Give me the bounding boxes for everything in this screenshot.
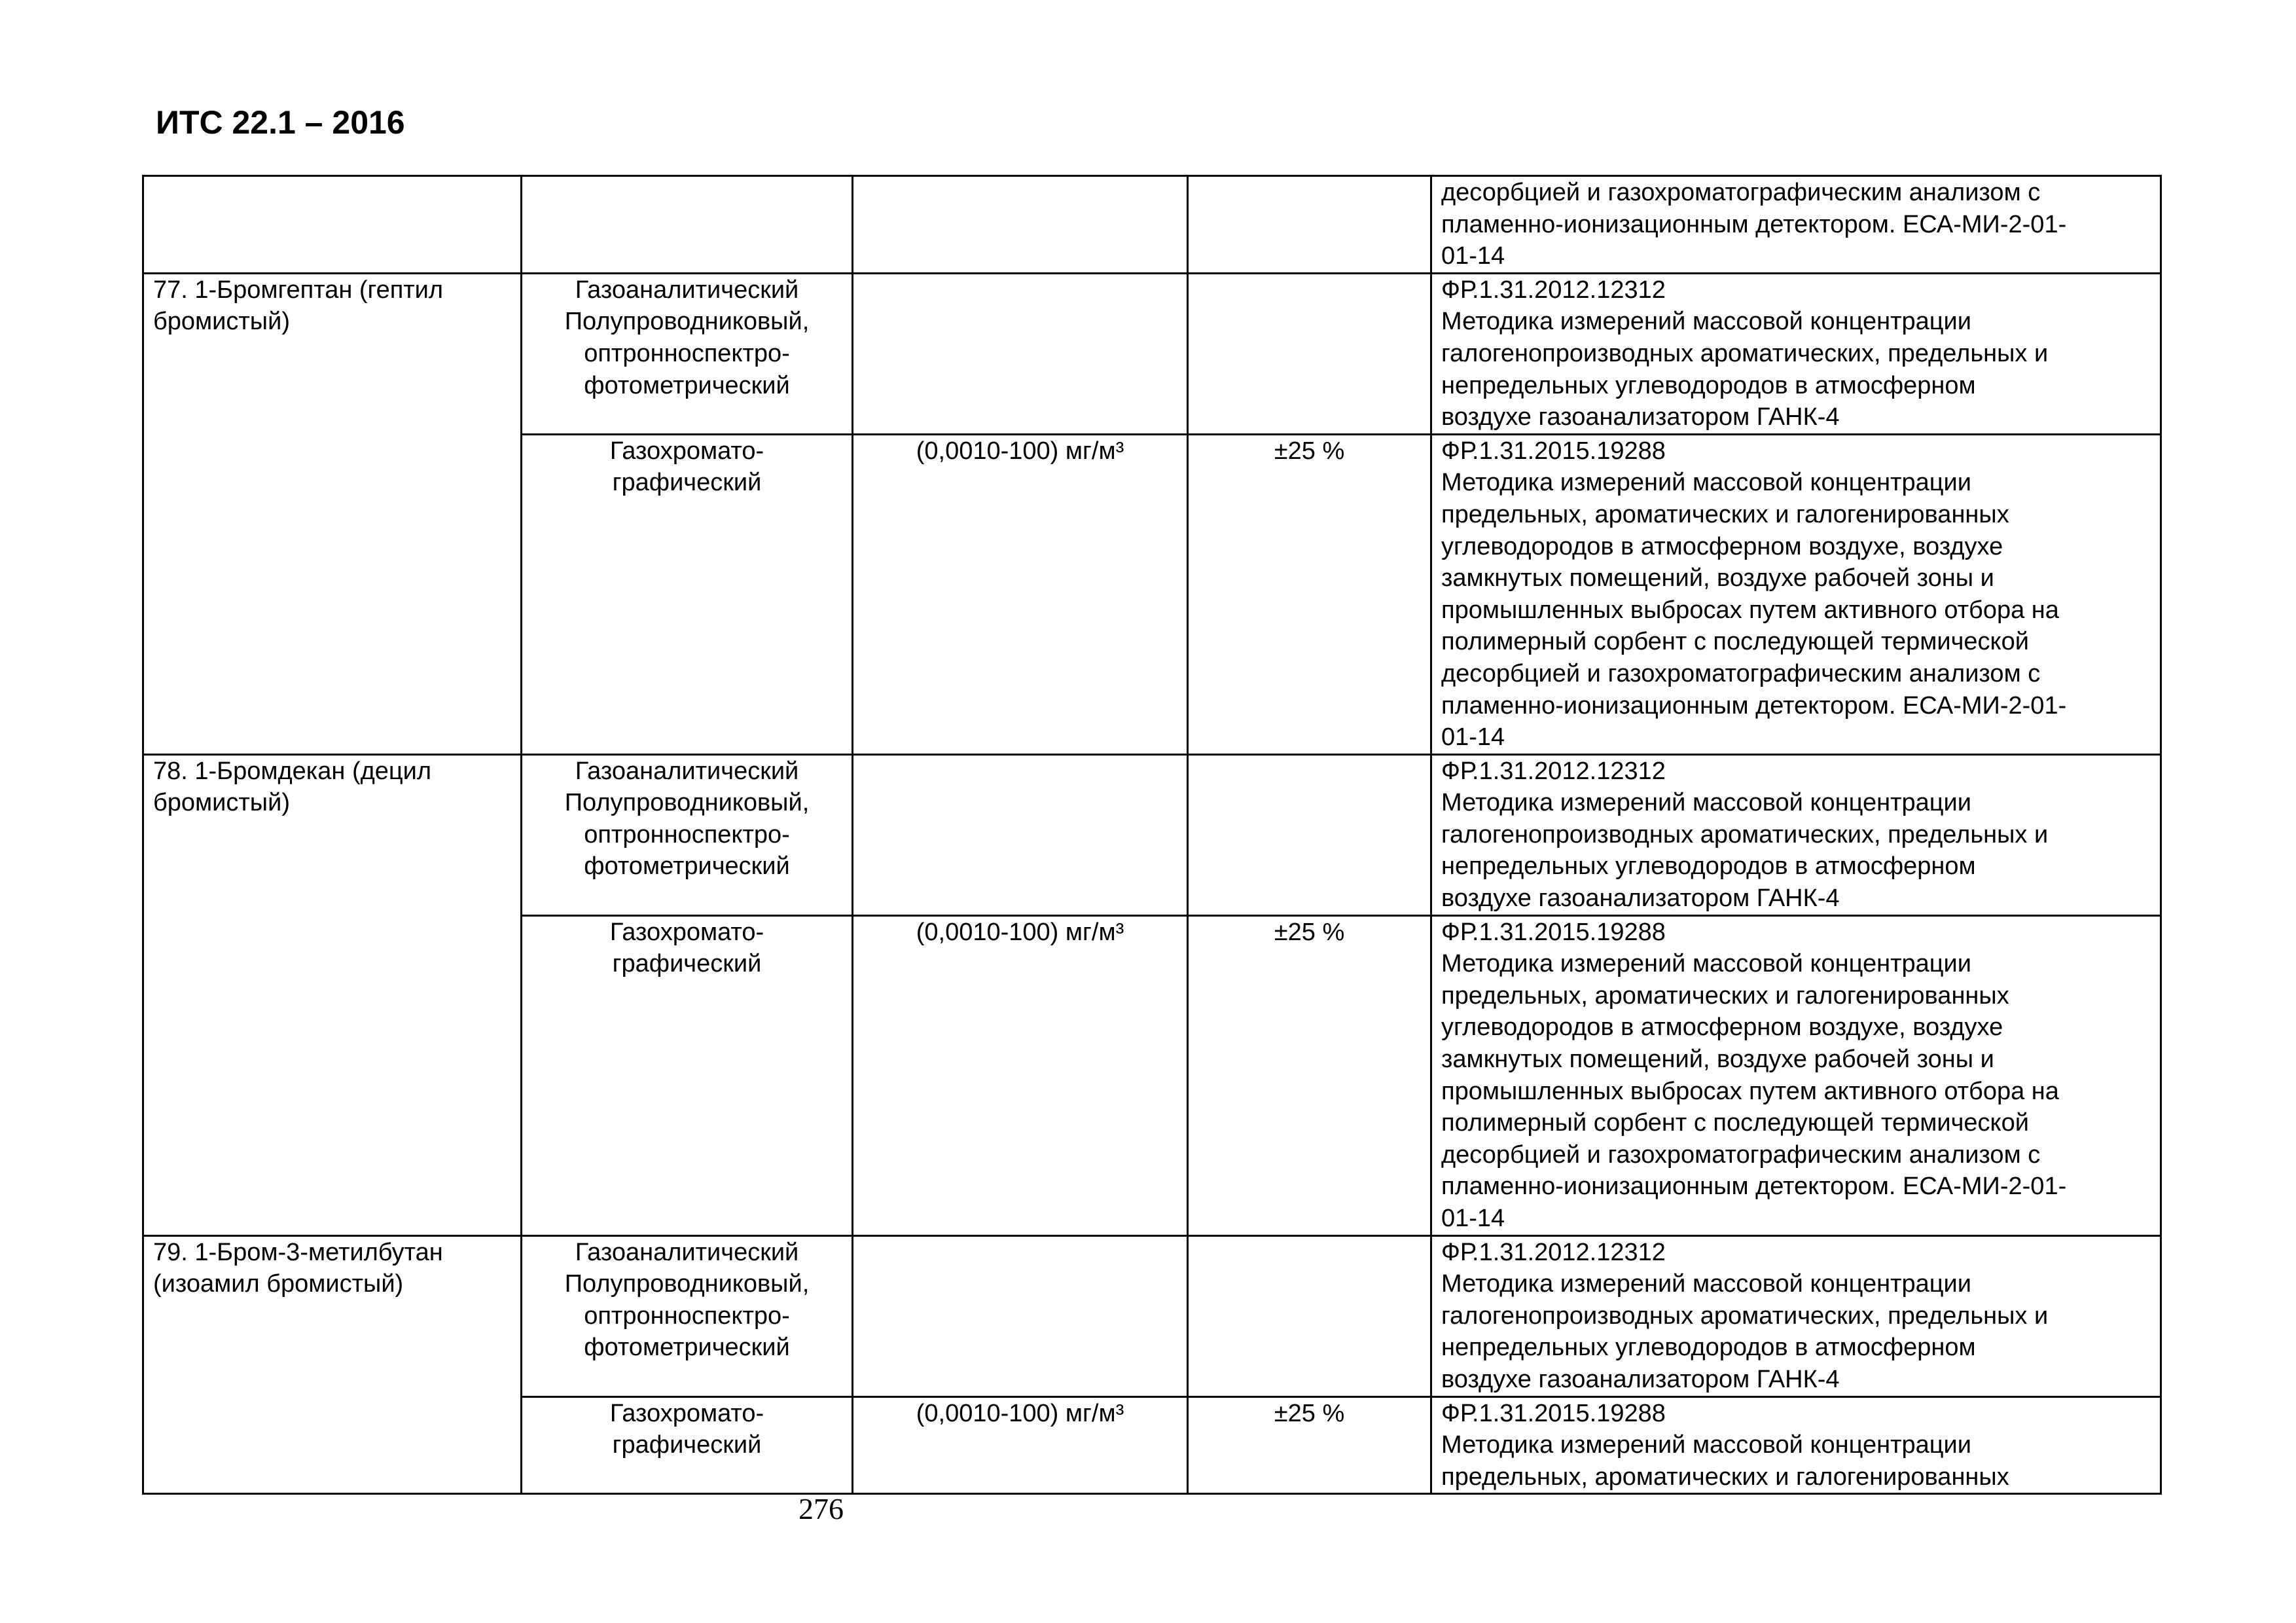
method-line: графический: [612, 469, 762, 497]
document-line: ФР.1.31.2015.19288: [1441, 1399, 1666, 1427]
document-line: галогенопроизводных ароматических, предельных и: [1441, 820, 2049, 848]
range-cell: [853, 1396, 1188, 1494]
range-cell: [853, 176, 1188, 274]
document-line: воздухе газоанализатором ГАНК-4: [1441, 1365, 1840, 1393]
method-line: Полупроводниковый,: [564, 1270, 810, 1298]
document-line: непредельных углеводородов в атмосферном: [1441, 1334, 1976, 1362]
substance-cell: [143, 176, 522, 274]
error-cell: [1188, 273, 1431, 434]
error-value: ±25 %: [1274, 918, 1345, 946]
substance-cell-78: [143, 754, 522, 1235]
substance-line: (изоамил бромистый): [153, 1270, 404, 1298]
method-line: Газохромато-: [609, 1399, 764, 1427]
error-cell: [1188, 176, 1431, 274]
range-value: (0,0010-100) мг/м³: [916, 918, 1124, 946]
document-line: пламенно-ионизационным детектором. ЕСА-МИ-2-01-: [1441, 691, 2067, 720]
document-line: Методика измерений массовой концентрации: [1441, 789, 1971, 817]
document-line: ФР.1.31.2015.19288: [1441, 437, 1666, 465]
method-line: фотометрический: [584, 1334, 790, 1362]
range-cell: [853, 434, 1188, 754]
table-row-78-gas-analytic: [143, 754, 2161, 915]
method-line: оптронноспектро-: [584, 339, 790, 367]
substance-cell-79: [143, 1235, 522, 1494]
document-cell: [1431, 434, 2161, 754]
method-line: фотометрический: [584, 371, 790, 399]
substance-line: бромистый): [153, 308, 290, 336]
document-line: замкнутых помещений, воздухе рабочей зоны и: [1441, 1046, 1994, 1074]
method-cell: [522, 1396, 853, 1494]
document-line: воздухе газоанализатором ГАНК-4: [1441, 884, 1840, 913]
document-cell: [1431, 176, 2161, 274]
document-cell: [1431, 754, 2161, 915]
method-line: Газоаналитический: [575, 276, 799, 304]
error-cell: [1188, 1396, 1431, 1494]
range-value: (0,0010-100) мг/м³: [916, 437, 1124, 465]
document-cell: [1431, 1235, 2161, 1396]
document-line: ФР.1.31.2015.19288: [1441, 918, 1666, 946]
document-line: Методика измерений массовой концентрации: [1441, 469, 1971, 497]
error-cell: [1188, 1235, 1431, 1396]
table-row-continuation: [143, 176, 2161, 274]
method-line: Полупроводниковый,: [564, 308, 810, 336]
table-row-79-gas-analytic: [143, 1235, 2161, 1396]
error-cell: [1188, 915, 1431, 1235]
method-cell: [522, 176, 853, 274]
error-cell: [1188, 434, 1431, 754]
document-line: десорбцией и газохроматографическим анализом с: [1441, 179, 2041, 206]
method-line: графический: [612, 1431, 762, 1459]
range-cell: [853, 1235, 1188, 1396]
document-line: предельных, ароматических и галогенированных: [1441, 981, 2009, 1010]
document-line: ФР.1.31.2012.12312: [1441, 757, 1666, 785]
method-line: оптронноспектро-: [584, 1302, 790, 1330]
substance-cell-77: [143, 273, 522, 754]
document-line: пламенно-ионизационным детектором. ЕСА-МИ-2-01-: [1441, 1173, 2067, 1201]
method-cell: [522, 434, 853, 754]
range-cell: [853, 754, 1188, 915]
document-line: углеводородов в атмосферном воздухе, воздухе: [1441, 1013, 2003, 1042]
page-header-title: ИТС 22.1 – 2016: [156, 104, 405, 141]
method-line: Газоаналитический: [575, 1238, 799, 1266]
document-line: Методика измерений массовой концентрации: [1441, 950, 1971, 978]
document-line: десорбцией и газохроматографическим анализом с: [1441, 659, 2041, 687]
document-line: промышленных выбросах путем активного отбора на: [1441, 1077, 2059, 1105]
document-line: замкнутых помещений, воздухе рабочей зоны и: [1441, 564, 1994, 593]
document-line: предельных, ароматических и галогенированных: [1441, 1463, 2009, 1491]
page-number: 276: [798, 1492, 844, 1525]
document-line: полимерный сорбент с последующей термической: [1441, 628, 2029, 656]
document-line: углеводородов в атмосферном воздухе, воздухе: [1441, 532, 2003, 560]
method-cell: [522, 273, 853, 434]
method-line: оптронноспектро-: [584, 820, 790, 848]
method-line: Газоаналитический: [575, 757, 799, 785]
substance-line: 78. 1-Бромдекан (децил: [153, 757, 432, 785]
method-line: Газохромато-: [609, 918, 764, 946]
document-cell: [1431, 1396, 2161, 1494]
substance-line: 77. 1-Бромгептан (гептил: [153, 276, 444, 304]
method-line: Газохромато-: [609, 437, 764, 465]
document-line: десорбцией и газохроматографическим анализом с: [1441, 1140, 2041, 1169]
substance-line: бромистый): [153, 789, 290, 817]
range-cell: [853, 273, 1188, 434]
document-line: Методика измерений массовой концентрации: [1441, 1270, 1971, 1298]
method-cell: [522, 915, 853, 1235]
document-line: галогенопроизводных ароматических, предельных и: [1441, 339, 2049, 367]
error-value: ±25 %: [1274, 437, 1345, 465]
document-line: 01-14: [1441, 723, 1505, 752]
error-value: ±25 %: [1274, 1399, 1345, 1427]
document-line: ФР.1.31.2012.12312: [1441, 276, 1666, 304]
document-line: Методика измерений массовой концентрации: [1441, 1431, 1971, 1459]
document-line: пламенно-ионизационным детектором. ЕСА-МИ-2-01-: [1441, 210, 2067, 238]
document-line: полимерный сорбент с последующей термической: [1441, 1109, 2029, 1137]
document-line: галогенопроизводных ароматических, предельных и: [1441, 1302, 2049, 1330]
method-line: Полупроводниковый,: [564, 789, 810, 817]
range-value: (0,0010-100) мг/м³: [916, 1399, 1124, 1427]
error-cell: [1188, 754, 1431, 915]
document-line: 01-14: [1441, 242, 1505, 270]
document-line: 01-14: [1441, 1205, 1505, 1232]
method-cell: [522, 1235, 853, 1396]
document-line: ФР.1.31.2012.12312: [1441, 1238, 1666, 1266]
document-line: непредельных углеводородов в атмосферном: [1441, 852, 1976, 881]
analysis-methods-table: [142, 175, 2162, 1495]
document-line: предельных, ароматических и галогенированных: [1441, 500, 2009, 528]
document-line: воздухе газоанализатором ГАНК-4: [1441, 403, 1840, 431]
method-line: фотометрический: [584, 852, 790, 881]
range-cell: [853, 915, 1188, 1235]
document-line: непредельных углеводородов в атмосферном: [1441, 371, 1976, 399]
document-line: Методика измерений массовой концентрации: [1441, 308, 1971, 336]
document-cell: [1431, 915, 2161, 1235]
substance-line: 79. 1-Бром-3-метилбутан: [153, 1238, 443, 1266]
table-row-77-gas-analytic: [143, 273, 2161, 434]
method-cell: [522, 754, 853, 915]
method-line: графический: [612, 950, 762, 978]
document-cell: [1431, 273, 2161, 434]
document-line: промышленных выбросах путем активного отбора на: [1441, 596, 2059, 624]
